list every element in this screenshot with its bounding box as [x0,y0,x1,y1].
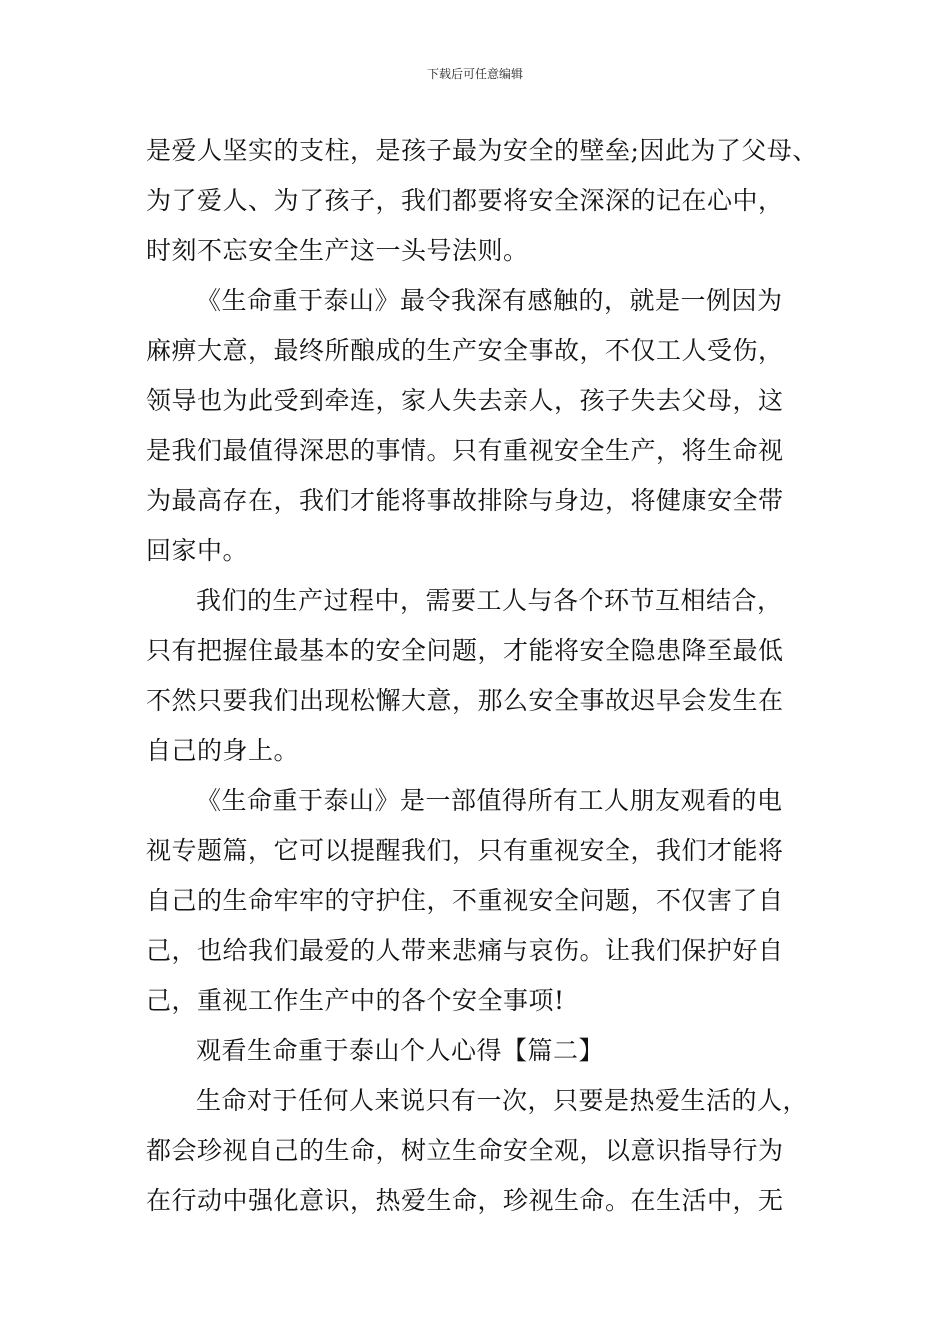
paragraph-start-line: 《生命重于泰山》是一部值得所有工人朋友观看的电 [196,786,783,815]
paragraph-start-line: 《生命重于泰山》最令我深有感触的，就是一例因为 [196,286,783,315]
text-line: 麻痹大意，最终所酿成的生产安全事故，不仅工人受伤， [146,336,784,365]
body-text [146,126,818,1226]
text-line: 自己的身上。 [146,736,300,765]
text-line: 只有把握住最基本的安全问题，才能将安全隐患降至最低 [146,636,784,665]
paragraph-start-line: 生命对于任何人来说只有一次，只要是热爱生活的人， [196,1086,809,1115]
text-line: 在行动中强化意识，热爱生命，珍视生命。在生活中，无 [146,1186,784,1215]
text-line: 不然只要我们出现松懈大意，那么安全事故迟早会发生在 [146,686,784,715]
text-line: 都会珍视自己的生命，树立生命安全观，以意识指导行为 [146,1136,784,1165]
text-line: 回家中。 [146,536,249,565]
text-line: 为了爱人、为了孩子，我们都要将安全深深的记在心中， [146,186,784,215]
text-line: 时刻不忘安全生产这一头号法则。 [146,236,529,265]
text-line: 为最高存在，我们才能将事故排除与身边，将健康安全带 [146,486,784,515]
text-line: 己，也给我们最爱的人带来悲痛与哀伤。让我们保护好自 [146,936,784,965]
text-line: 领导也为此受到牵连，家人失去亲人，孩子失去父母，这 [146,386,784,415]
paragraph-start-line: 我们的生产过程中，需要工人与各个环节互相结合， [196,586,783,615]
text-line: 己，重视工作生产中的各个安全事项! [146,986,565,1015]
text-line: 自己的生命牢牢的守护住，不重视安全问题，不仅害了自 [146,886,784,915]
section-heading: 观看生命重于泰山个人心得【篇二】 [196,1036,605,1065]
text-line: 视专题篇，它可以提醒我们，只有重视安全，我们才能将 [146,836,784,865]
text-line: 是我们最值得深思的事情。只有重视安全生产，将生命视 [146,436,784,465]
text-line: 是爱人坚实的支柱，是孩子最为安全的壁垒;因此为了父母、 [146,136,818,165]
header-note: 下载后可任意编辑 [426,67,523,81]
